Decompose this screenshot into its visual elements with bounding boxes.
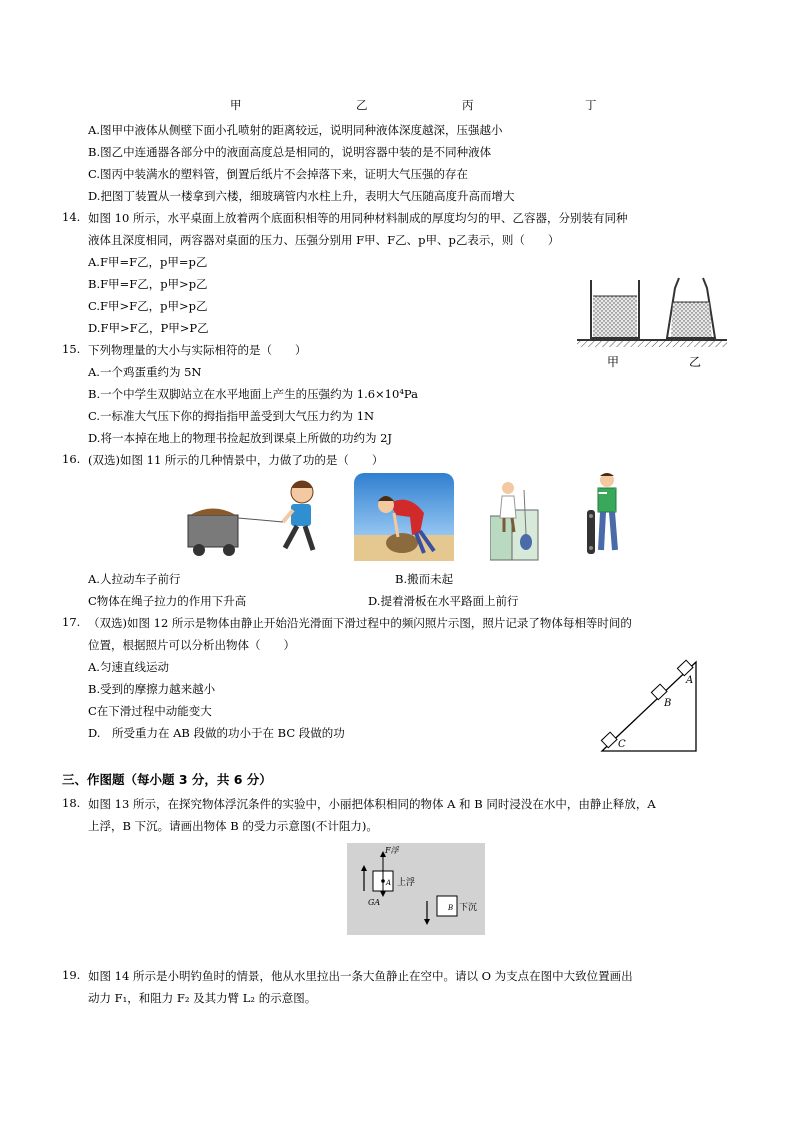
q17-option-d: D. 所受重力在 AB 段做的功小于在 BC 段做的功 (88, 726, 345, 740)
incline-label-c: C (618, 739, 626, 750)
lifting-stone-illustration (354, 473, 454, 561)
block-a-label: A (386, 879, 392, 887)
q14-stem-line2: 液体且深度相同，两容器对桌面的压力、压强分别用 F甲、F乙、p甲、p乙表示，则（ ） (88, 233, 560, 247)
q15-option-d: D.将一本掉在地上的物理书捡起放到课桌上所做的功约为 2J (88, 431, 393, 445)
skateboard-carrying-illustration (583, 470, 625, 562)
q17-stem-line2: 位置，根据照片可以分析出物体（ ） (88, 638, 295, 652)
q15-number: 15. (62, 342, 81, 356)
buoyancy-figure (347, 843, 485, 935)
q19-stem-line1: 如图 14 所示是小明钓鱼时的情景，他从水里拉出一条大鱼静止在空中。请以 O 为支点在图中大致位置画出 (88, 969, 633, 983)
q16-stem: (双选)如图 11 所示的几种情景中，力做了功的是（ ） (88, 453, 384, 467)
q14-number: 14. (62, 210, 81, 224)
container-figure (575, 268, 735, 350)
q18-stem-line1: 如图 13 所示，在探究物体浮沉条件的实验中，小丽把体积相同的物体 A 和 B 同时浸没在水中，由静止释放，A (88, 797, 656, 811)
incline-label-a: A (686, 675, 694, 686)
fig-label-yi: 乙 (356, 98, 368, 112)
force-buoyancy-label: F浮 (385, 846, 399, 855)
q17-stem-line1: （双选)如图 12 所示是物体由静止开始沿光滑面下滑过程中的频闪照片示图，照片记录了物体每相等时间的 (88, 616, 632, 630)
q17-option-c: C在下滑过程中动能变大 (88, 704, 212, 718)
q16-option-d: D.提着滑板在水平路面上前行 (368, 594, 519, 608)
block-b-label: B (448, 904, 454, 912)
fig10-label-yi: 乙 (689, 355, 702, 369)
q14-option-d: D.F甲>F乙，P甲>P乙 (88, 321, 209, 335)
q16-option-c: C物体在绳子拉力的作用下升高 (88, 594, 247, 608)
gravity-a-label: GA (368, 898, 381, 907)
fig-label-bing: 丙 (462, 98, 474, 112)
fig-label-jia: 甲 (230, 98, 242, 112)
fig-label-ding: 丁 (585, 98, 597, 112)
q15-option-b: B.一个中学生双脚站立在水平地面上产生的压强约为 1.6×10⁴Pa (88, 387, 419, 401)
cart-pulling-illustration (185, 470, 335, 560)
q17-option-b: B.受到的摩擦力越来越小 (88, 682, 216, 696)
q15-option-a: A.一个鸡蛋重约为 5N (88, 365, 202, 379)
q16-number: 16. (62, 452, 81, 466)
q16-option-a: A.人拉动车子前行 (88, 572, 181, 586)
q13-option-b: B.图乙中连通器各部分中的液面高度总是相同的，说明容器中装的是不同种液体 (88, 145, 492, 159)
incline-figure (598, 656, 702, 754)
q19-number: 19. (62, 968, 81, 982)
section-title: 三、作图题（每小题 3 分，共 6 分） (62, 772, 272, 787)
q18-stem-line2: 上浮，B 下沉。请画出物体 B 的受力示意图(不计阻力)。 (88, 819, 378, 833)
q14-option-b: B.F甲=F乙，p甲>p乙 (88, 277, 208, 291)
sink-down-label: 下沉 (459, 903, 478, 913)
q17-option-a: A.匀速直线运动 (88, 660, 169, 674)
q16-option-b: B.搬而未起 (395, 572, 454, 586)
q13-option-c: C.图丙中装满水的塑料管，倒置后纸片不会掉落下来，证明大气压强的存在 (88, 167, 469, 181)
q13-option-a: A.图甲中液体从侧壁下面小孔喷射的距离较远，说明同种液体深度越深，压强越小 (88, 123, 503, 137)
float-up-label: 上浮 (397, 878, 416, 888)
pulley-lifting-illustration (490, 470, 542, 562)
fig10-label-jia: 甲 (607, 355, 620, 369)
q18-number: 18. (62, 796, 81, 810)
q19-stem-line2: 动力 F₁，和阻力 F₂ 及其力臂 L₂ 的示意图。 (88, 991, 317, 1005)
q14-option-a: A.F甲=F乙，p甲=p乙 (88, 255, 208, 269)
q17-number: 17. (62, 615, 81, 629)
incline-label-b: B (664, 698, 672, 709)
q14-option-c: C.F甲>F乙，p甲>p乙 (88, 299, 208, 313)
q13-option-d: D.把图丁装置从一楼拿到六楼，细玻璃管内水柱上升，表明大气压随高度升高而增大 (88, 189, 515, 203)
q15-stem: 下列物理量的大小与实际相符的是（ ） (88, 343, 307, 357)
q14-stem-line1: 如图 10 所示，水平桌面上放着两个底面积相等的用同种材料制成的厚度均匀的甲、乙容器，分别装有同种 (88, 211, 628, 225)
q15-option-c: C.一标准大气压下你的拇指指甲盖受到大气压力约为 1N (88, 409, 375, 423)
